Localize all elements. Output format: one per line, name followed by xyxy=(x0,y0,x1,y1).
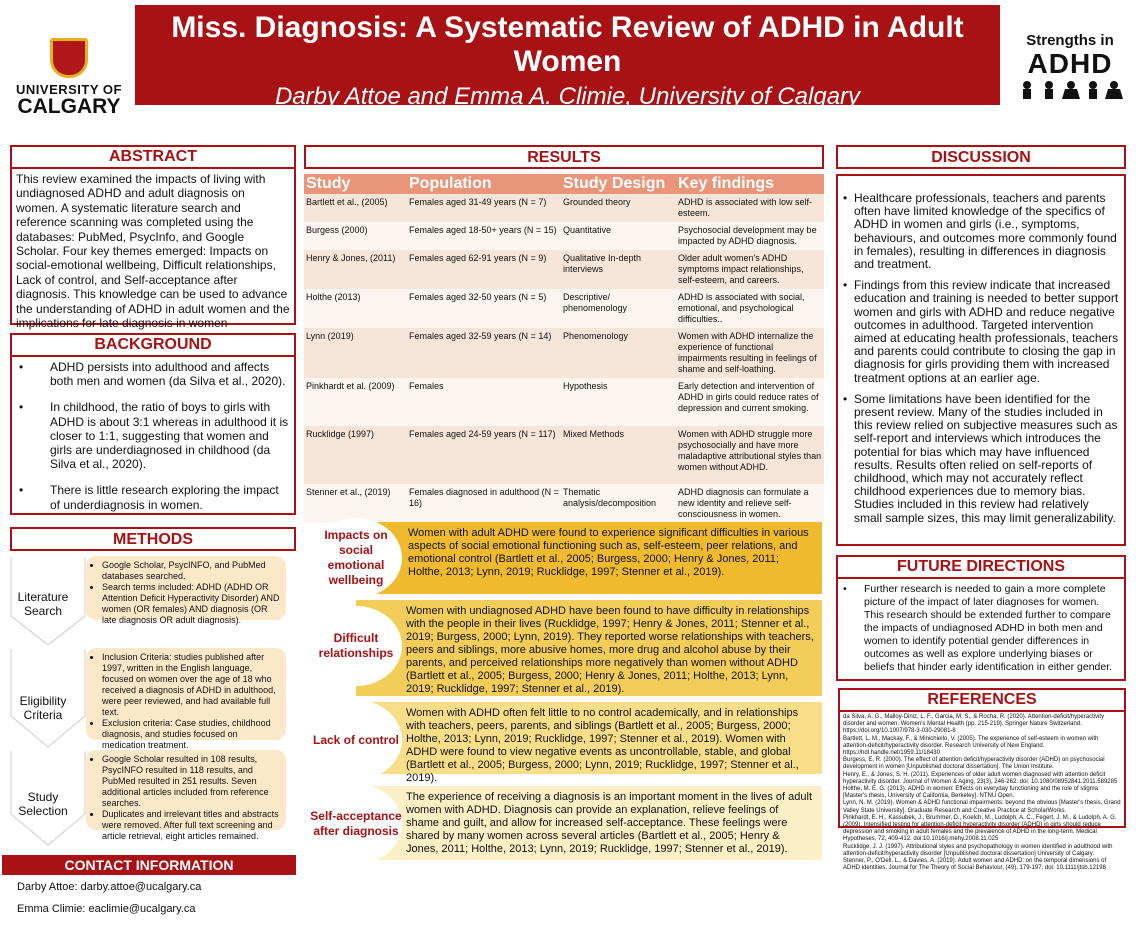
background-heading: BACKGROUND xyxy=(12,335,294,357)
theme-text: Women with ADHD often felt little to no control academically, and in relationships with teachers, peers, parents, and siblings (Bartlett et al., 2005; Burgess, 2000; Holthe, 2013; Lynn, 2019; Rucklidge, 1997; Stenner et al., 2019). Women with ADHD were found to view negative events as uncontrollable, stable, and global (Bartlett et al., 2005; Burgess, 2000; Lynn, 2019; Rucklidge, 1997; Stenner et al., 2019). xyxy=(356,702,822,774)
list-item: • Findings from this review indicate that increased education and training is needed to better support women and girls with ADHD and reduce negative outcomes in adulthood. Targeted intervention aimed at educating health professionals, teachers and parents could contribute to closing the gap in diagnosis for girls providing them with increased treatment options at an earlier age. xyxy=(838,279,1120,385)
reference-item: Henry, E., & Jones, S. H. (2011). Experiences of older adult women diagnosed with attention deficit hyperactivity disorder. Journal of Women & Aging, 23(3), 246-262. doi: 10.1080/08952841.2011.589285 xyxy=(843,771,1118,785)
table-row: Bartlett et al., (2005) Females aged 31-49 years (N = 7) Grounded theory ADHD is associated with low self-esteem. xyxy=(304,194,824,222)
table-row: Rucklidge (1997) Females aged 24-59 years (N = 117) Mixed Methods Women with ADHD struggle more psychosocially and have more maladaptive attributional styles than women without ADHD. xyxy=(304,426,824,484)
methods-step xyxy=(10,648,288,748)
list-item: • Further research is needed to gain a more complete picture of the impact of later diagnoses for women. This research should be extended further to compare the impacts of undiagnosed ADHD in both men and women to identify potential gender differences in outcomes as well as explore underlying biases or beliefs that hinder early identification in either gender. xyxy=(838,583,1118,674)
theme-label: Self-acceptance after diagnosis xyxy=(310,784,402,864)
list-item: • Some limitations have been identified for the present review. Many of the studies included in this review relied on subjective measures such as self-report and interviews which introduces the potential for bias which may have influenced results. Results often relied on self-reports of childhood, which may not accurately reflect childhood experiences due to memory bias. Studies included in this review had relatively small sample sizes, this may limit generalizability. xyxy=(838,393,1120,525)
theme-row xyxy=(310,518,822,598)
references-list xyxy=(840,712,1124,874)
results-heading: RESULTS xyxy=(304,145,824,169)
methods-step xyxy=(10,556,288,646)
table-row: Pinkhardt et al. (2009) Females Hypothesis Early detection and intervention of ADHD in girls could reduce rates of depression and current smoking. xyxy=(304,378,824,426)
theme-row xyxy=(310,784,822,864)
results-table xyxy=(304,174,824,523)
table-row: Burgess (2000) Females aged 18-50+ years (N = 15) Quantitative Psychosocial development may be impacted by ADHD diagnosis. xyxy=(304,222,824,250)
future-directions-section xyxy=(836,555,1126,681)
step-label: Literature Search xyxy=(17,590,69,618)
step-content: • Google Scholar, PsycINFO, and PubMed databases searched. • Search terms included: ADHD (ADHD OR Attention Deficit Hyperactivity Disorder) AND women (OR females) AND diagnosis (OR late diagnosis OR adult diagnosis). xyxy=(86,556,286,620)
theme-row xyxy=(310,700,822,784)
reference-item: Holthe, M. E. G. (2013). ADHD in women: Effects on everyday functioning and the role of stigma [Master's thesis, University of California, Berkeley]. NTNU Open. xyxy=(843,786,1099,800)
table-row: Holthe (2013) Females aged 32-50 years (N = 5) Descriptive/ phenomenology ADHD is associated with social, emotional, and psychological difficulties.. xyxy=(304,289,824,328)
crest-icon xyxy=(50,38,88,78)
theme-text: The experience of receiving a diagnosis is an important moment in the lives of adult women with ADHD. Diagnosis can provide an explanation, relieve feelings of shame and guilt, and allow for increased self-acceptance. These feelings were shared by many women across several articles (Bartlett et al., 2005; Henry & Jones, 2011; Holthe, 2013; Lynn, 2019; Rucklidge, 1997; Stenner et al., 2019). xyxy=(356,786,822,860)
reference-item: da Silva, A. G., Malloy-Diniz, L. F., Garcia, M. S., & Rocha, R. (2020). Attention-deficit/hyperactivity disorder and women. Women's Mental Health (pp. 215-219). Springer Nature Switzerland. https://doi.org/10.1007/978-3-030-29081-8 xyxy=(843,714,1105,735)
future-heading: FUTURE DIRECTIONS xyxy=(838,557,1124,579)
abstract-heading: ABSTRACT xyxy=(12,147,294,169)
university-logo: UNIVERSITY OF CALGARY xyxy=(14,38,124,117)
step-label: Study Selection xyxy=(18,790,68,818)
theme-row xyxy=(310,598,822,698)
theme-label: Difficult relationships xyxy=(310,606,402,686)
methods-heading: METHODS xyxy=(10,527,296,551)
future-list xyxy=(838,579,1124,674)
table-row: Lynn (2019) Females aged 32-59 years (N = 14) Phenomenology Women with ADHD internalize the experience of functional impairments resulting in feelings of shame and self-loathing. xyxy=(304,328,824,378)
contact-email-climie: Emma Climie: eaclimie@ucalgary.ca xyxy=(17,903,196,915)
theme-label: Impacts on social emotional wellbeing xyxy=(310,518,402,598)
step-label: Eligibility Criteria xyxy=(19,694,67,722)
reference-item: Stenner, P., O'Dell, L., & Davies, A. (2019). Adult women and ADHD: on the temporal dimensions of ADHD identities. Journal for The Theory of Social Behaviour, (49), 179-197. doi: 10.1111/jtsb.12198 xyxy=(843,858,1107,872)
background-section xyxy=(10,333,296,515)
poster-title: Miss. Diagnosis: A Systematic Review of ADHD in Adult Women xyxy=(171,11,964,78)
contact-heading: CONTACT INFORMATION xyxy=(2,855,296,875)
column-header: Study xyxy=(304,174,407,194)
theme-label: Lack of control xyxy=(310,700,402,780)
discussion-section xyxy=(836,174,1126,546)
contact-email-attoe: Darby Attoe: darby.attoe@ucalgary.ca xyxy=(17,881,202,893)
reference-item: Burgess, E. R. (2000). The effect of attention deficit/hyperactivity disorder (ADHD) on psychosocial development in women [Unpublished doctoral dissertation]. The Union Institute. xyxy=(843,757,1105,771)
reference-item: Rucklidge, J. J. (1997). Attributional styles and psychopathology in women identified in adulthood with attention-deficit/hyperactivity disorder [Unpublished doctoral dissertation] University of Calgary. xyxy=(843,843,1113,857)
methods-step xyxy=(10,750,288,846)
column-header: Population xyxy=(407,174,561,194)
abstract-text: This review examined the impacts of living with undiagnosed ADHD and adult diagnosis on women. A systematic literature search and reference scanning was completed using the databases: PubMed, PsycInfo, and Google Scholar. Four key themes emerged: Impacts on social-emotional wellbeing, Difficult relationships, Lack of control, and Self-acceptance after diagnosis. This knowledge can be used to advance the understanding of ADHD in adult women and the implications for late diagnosis in women xyxy=(16,172,290,331)
discussion-heading: DISCUSSION xyxy=(836,145,1126,169)
table-row: Henry & Jones, (2011) Females aged 62-91 years (N = 9) Qualitative In-depth interviews Older adult women's ADHD symptoms impact relationships, self-esteem, and careers. xyxy=(304,250,824,289)
column-header: Key findings xyxy=(676,174,824,194)
step-content: • Inclusion Criteria: studies published after 1997, written in the English language, focused on women over the age of 18 who received a diagnosis of ADHD in adulthood, were peer reviewed, and had available full text. • Exclusion criteria: Case studies, childhood diagnosis, and studies focused on medication treatment. xyxy=(86,648,286,740)
background-list xyxy=(12,357,294,512)
list-item: • ADHD persists into adulthood and affects both men and women (da Silva et al., 2020). xyxy=(14,360,290,388)
theme-text: Women with adult ADHD were found to experience significant difficulties in various aspects of social emotional functioning such as, self-esteem, peer relations, and emotional control (Bartlett et al., 2005; Burgess, 2000; Henry & Jones, 2011; Holthe, 2013; Lynn, 2019; Rucklidge, 1997; Stenner et al., 2019). xyxy=(356,522,822,594)
poster-authors: Darby Attoe and Emma A. Climie, University of Calgary xyxy=(274,83,861,110)
abstract-section xyxy=(10,145,296,331)
children-figures-icon xyxy=(1015,79,1125,105)
list-item: • In childhood, the ratio of boys to girls with ADHD is about 3:1 whereas in adulthood it is closer to 1:1, suggesting that women and girls are underdiagnosed in childhood (da Silva et al., 2020). xyxy=(14,400,290,471)
theme-text: Women with undiagnosed ADHD have been found to have difficulty in relationships with the people in their lives (Rucklidge, 1997; Henry & Jones, 2011; Stenner et al., 2019; Burgess, 2000; Lynn, 2019). They reported worse relationships with teachers, peers and siblings, more abusive homes, more drug and alcohol abuse by their parents, and perceived relationships more negatively than women without ADHD (Bartlett et al., 2005; Burgess, 2000; Henry & Jones, 2011; Holthe, 2013; Lynn, 2019; Rucklidge, 1997; Stenner et al., 2019). xyxy=(356,600,822,696)
strengths-in-adhd-logo: Strengths in ADHD xyxy=(1010,32,1130,110)
list-item: • There is little research exploring the impact of underdiagnosis in women. xyxy=(14,483,290,511)
table-row: Stenner et al., (2019) Females diagnosed in adulthood (N = 16) Thematic analysis/decomposition ADHD diagnosis can formulate a new identity and relieve self-consciousness in women. xyxy=(304,484,824,523)
poster-header xyxy=(135,5,1000,110)
column-header: Study Design xyxy=(561,174,676,194)
reference-item: Lynn, N. M. (2019). Women & ADHD functional impairments: beyond the obvious [Master's thesis, Grand Valley State University]. Graduate Research and Creative Practice at ScholarWorks. xyxy=(843,800,1121,814)
reference-item: Bartlett, L. M., Mackay, F., & Minichiello, V. (2005). The experience of self-esteem in women with attention-deficit/hyperactivity disorder. Research University of New England. https://hdl.handle.net/1959.11/18430 xyxy=(843,735,1099,757)
references-heading: REFERENCES xyxy=(840,690,1124,712)
step-content: • Google Scholar resulted in 108 results, PsycINFO resulted in 118 results, and PubMed resulted in 251 results. Seven additional articles included from reference searches. • Duplicates and irrelevant titles and abstracts were removed. After full text screening and article retrieval, eight articles remained. xyxy=(86,750,286,830)
list-item: • Healthcare professionals, teachers and parents often have limited knowledge of the specifics of ADHD in women and girls (i.e., symptoms, behaviours, and outcomes more commonly found in females), resulting in differences in diagnosis and treatment. xyxy=(838,192,1120,271)
references-section xyxy=(838,688,1126,872)
reference-item: Pinkhardt, E. H., Kassubek, J., Brummer, D., Koelch, M., Ludolph, A. C., Fegert, J. M., & Ludolph, A. G. (2009). Intensified testing for attention-deficit hyperactivity disorder (ADHD) in girls should reduce depression and smoking in adult females and the prevalence of ADHD in the long-term. Medical Hypotheses, 72, 409-412. doi:10.1016/j.mehy.2008.11.025 xyxy=(843,814,1117,843)
discussion-list xyxy=(838,176,1124,525)
